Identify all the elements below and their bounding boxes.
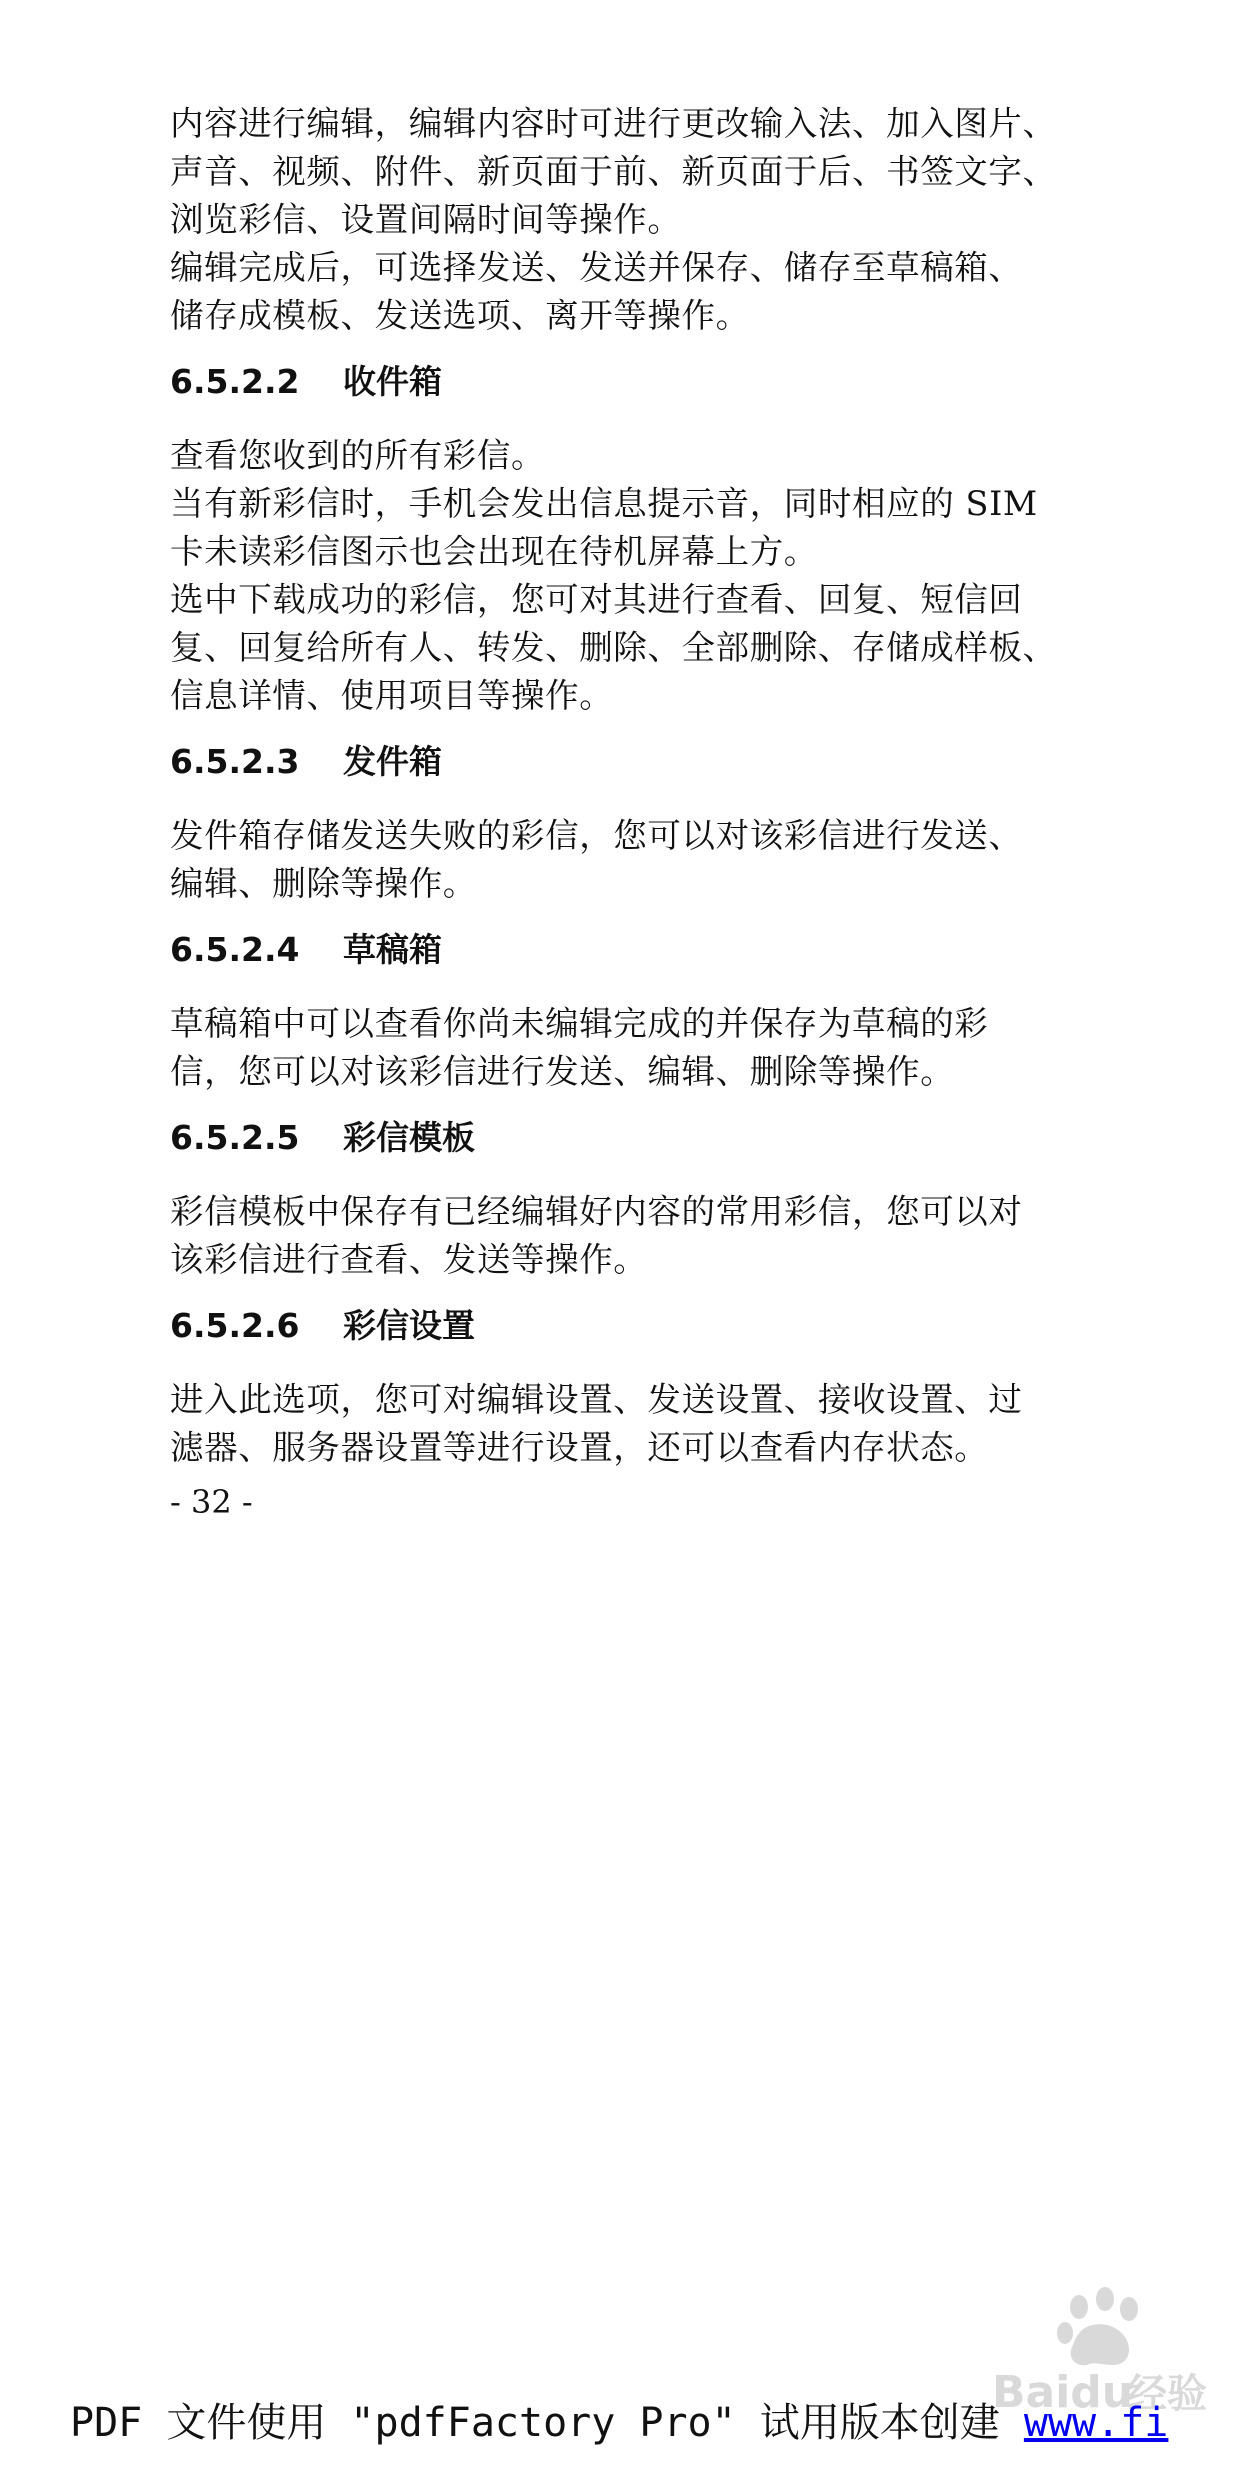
text-line: 编辑、删除等操作。 [170, 864, 477, 903]
section-title: 彩信模板 [343, 1118, 475, 1157]
section-number: 6.5.2.4 [170, 930, 300, 969]
section-heading-outbox [170, 738, 1075, 786]
baidu-wordmark-cn: 经验 [1127, 2371, 1207, 2417]
text-line: 浏览彩信、设置间隔时间等操作。 [170, 200, 682, 239]
pdf-footer [70, 2395, 1168, 2451]
baidu-wordmark: Baidu [992, 2367, 1134, 2418]
text-line: 发件箱存储发送失败的彩信，您可以对该彩信进行发送、 [170, 816, 1023, 855]
text-line: 储存成模板、发送选项、离开等操作。 [170, 296, 750, 335]
text-line: 信息详情、使用项目等操作。 [170, 676, 614, 715]
section-body-settings [170, 1376, 1075, 1472]
section-title: 发件箱 [343, 742, 442, 781]
text-line: 内容进行编辑，编辑内容时可进行更改输入法、加入图片、 [170, 104, 1057, 143]
text-line: 滤器、服务器设置等进行设置，还可以查看内存状态。 [170, 1428, 989, 1467]
section-heading-drafts [170, 926, 1075, 974]
text-line: 查看您收到的所有彩信。 [170, 436, 546, 475]
section-title: 草稿箱 [343, 930, 442, 969]
section-number: 6.5.2.3 [170, 742, 300, 781]
text-line: 编辑完成后，可选择发送、发送并保存、储存至草稿箱、 [170, 248, 1023, 287]
page-number: - 32 - [170, 1483, 253, 1521]
text-line: 当有新彩信时，手机会发出信息提示音，同时相应的 SIM [170, 484, 1038, 523]
section-number: 6.5.2.5 [170, 1118, 300, 1157]
section-body-templates [170, 1188, 1075, 1284]
section-title: 收件箱 [343, 362, 442, 401]
baidu-paw-icon [1057, 2287, 1138, 2365]
footer-link[interactable]: www.fi [1023, 2400, 1169, 2446]
text-line: 彩信模板中保存有已经编辑好内容的常用彩信，您可以对 [170, 1192, 1023, 1231]
text-line: 卡未读彩信图示也会出现在待机屏幕上方。 [170, 532, 818, 571]
text-line: 信，您可以对该彩信进行发送、编辑、删除等操作。 [170, 1052, 955, 1091]
page-content [170, 100, 1075, 1522]
text-line: 该彩信进行查看、发送等操作。 [170, 1240, 648, 1279]
section-heading-inbox [170, 358, 1075, 406]
section-number: 6.5.2.2 [170, 362, 300, 401]
text-line: 复、回复给所有人、转发、删除、全部删除、存储成样板、 [170, 628, 1057, 667]
intro-paragraph [170, 100, 1075, 340]
section-body-inbox [170, 432, 1075, 720]
text-line: 草稿箱中可以查看你尚未编辑完成的并保存为草稿的彩 [170, 1004, 989, 1043]
footer-text: PDF 文件使用 "pdfFactory Pro" 试用版本创建 [70, 2400, 1024, 2446]
section-heading-templates [170, 1114, 1075, 1162]
section-number: 6.5.2.6 [170, 1306, 300, 1345]
section-title: 彩信设置 [343, 1306, 475, 1345]
text-line: 选中下载成功的彩信，您可对其进行查看、回复、短信回 [170, 580, 1023, 619]
text-line: 声音、视频、附件、新页面于前、新页面于后、书签文字、 [170, 152, 1057, 191]
section-heading-settings [170, 1302, 1075, 1350]
section-body-drafts [170, 1000, 1075, 1096]
text-line: 进入此选项，您可对编辑设置、发送设置、接收设置、过 [170, 1380, 1023, 1419]
section-body-outbox [170, 812, 1075, 908]
